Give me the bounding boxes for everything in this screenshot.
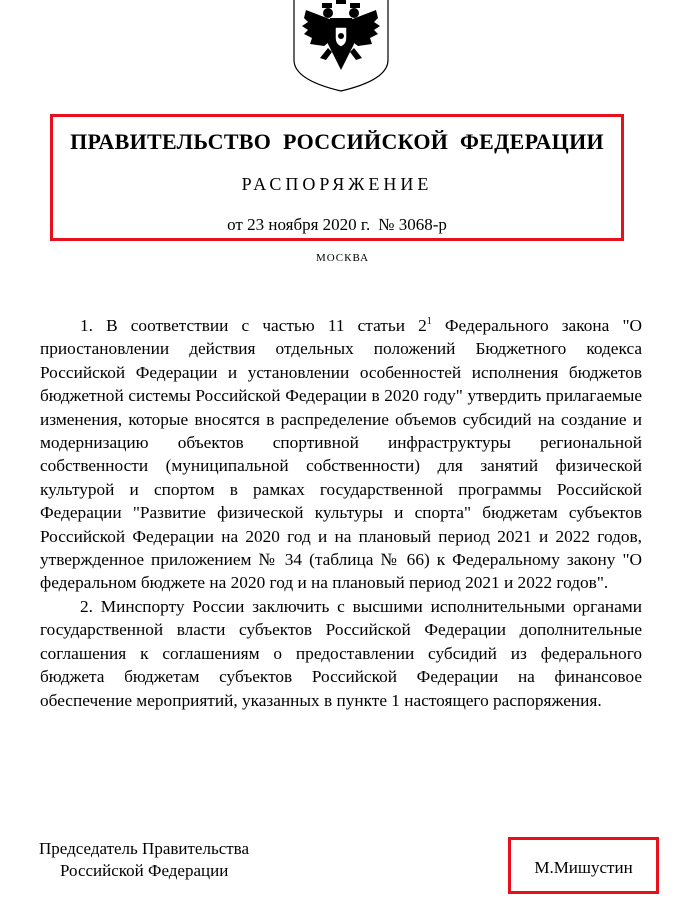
document-type: РАСПОРЯЖЕНИЕ [241, 174, 433, 194]
signer-position-line-2: Российской Федерации [60, 861, 229, 880]
header-highlight-box [50, 114, 624, 241]
paragraph-1-rest: Федерального закона "О приостановлении действия отдельных положений Бюджетного кодекса Российской Федерации и установлении особенностей исполнения бюджетов бюджетной системы Российской Федерации в 2020 году" утвердить прилагаемые изменения, которые вносятся в распределение объемов субсидий на создание и модернизацию объектов спортивной инфраструктуры региональной собственности (муниципальной собственности) для занятий физической культурой и спортом в рамках государственной программы Российской Федерации "Развитие физической культуры и спорта" бюджетам субъектов Российской Федерации на 2020 год и на плановый период 2021 и 2022 годов, утвержденное приложением № 34 (таблица № 66) к Федеральному закону "О федеральном бюджете на 2020 год и на плановый период 2021 и 2022 годов". [40, 316, 642, 593]
coat-of-arms-emblem [292, 0, 390, 92]
document-date: от 23 ноября 2020 г. [227, 215, 371, 234]
signature-highlight-box [508, 837, 659, 894]
document-number: № 3068-р [378, 215, 447, 234]
paragraph-1-start: 1. В соответствии с частью 11 статьи 2 [80, 316, 427, 335]
city-label: МОСКВА [315, 252, 370, 264]
signer-position [39, 838, 249, 882]
paragraph-2: 2. Минспорту России заключить с высшими исполнительными органами государственной власти субъектов Российской Федерации дополнительные соглашения к соглашениям о предоставлении субсидий из федерального бюджета бюджетам субъектов Российской Федерации на финансовое обеспечение мероприятий, указанных в пункте 1 настоящего распоряжения. [40, 596, 642, 710]
paragraph-1-superscript: 1 [426, 316, 432, 328]
document-date-line [53, 215, 621, 235]
document-body [40, 314, 642, 712]
paragraph-1 [40, 314, 642, 595]
signer-position-line-1: Председатель Правительства [39, 839, 250, 858]
signer-name: М.Мишустин [534, 858, 633, 877]
government-title: ПРАВИТЕЛЬСТВО РОССИЙСКОЙ ФЕДЕРАЦИИ [70, 129, 604, 154]
